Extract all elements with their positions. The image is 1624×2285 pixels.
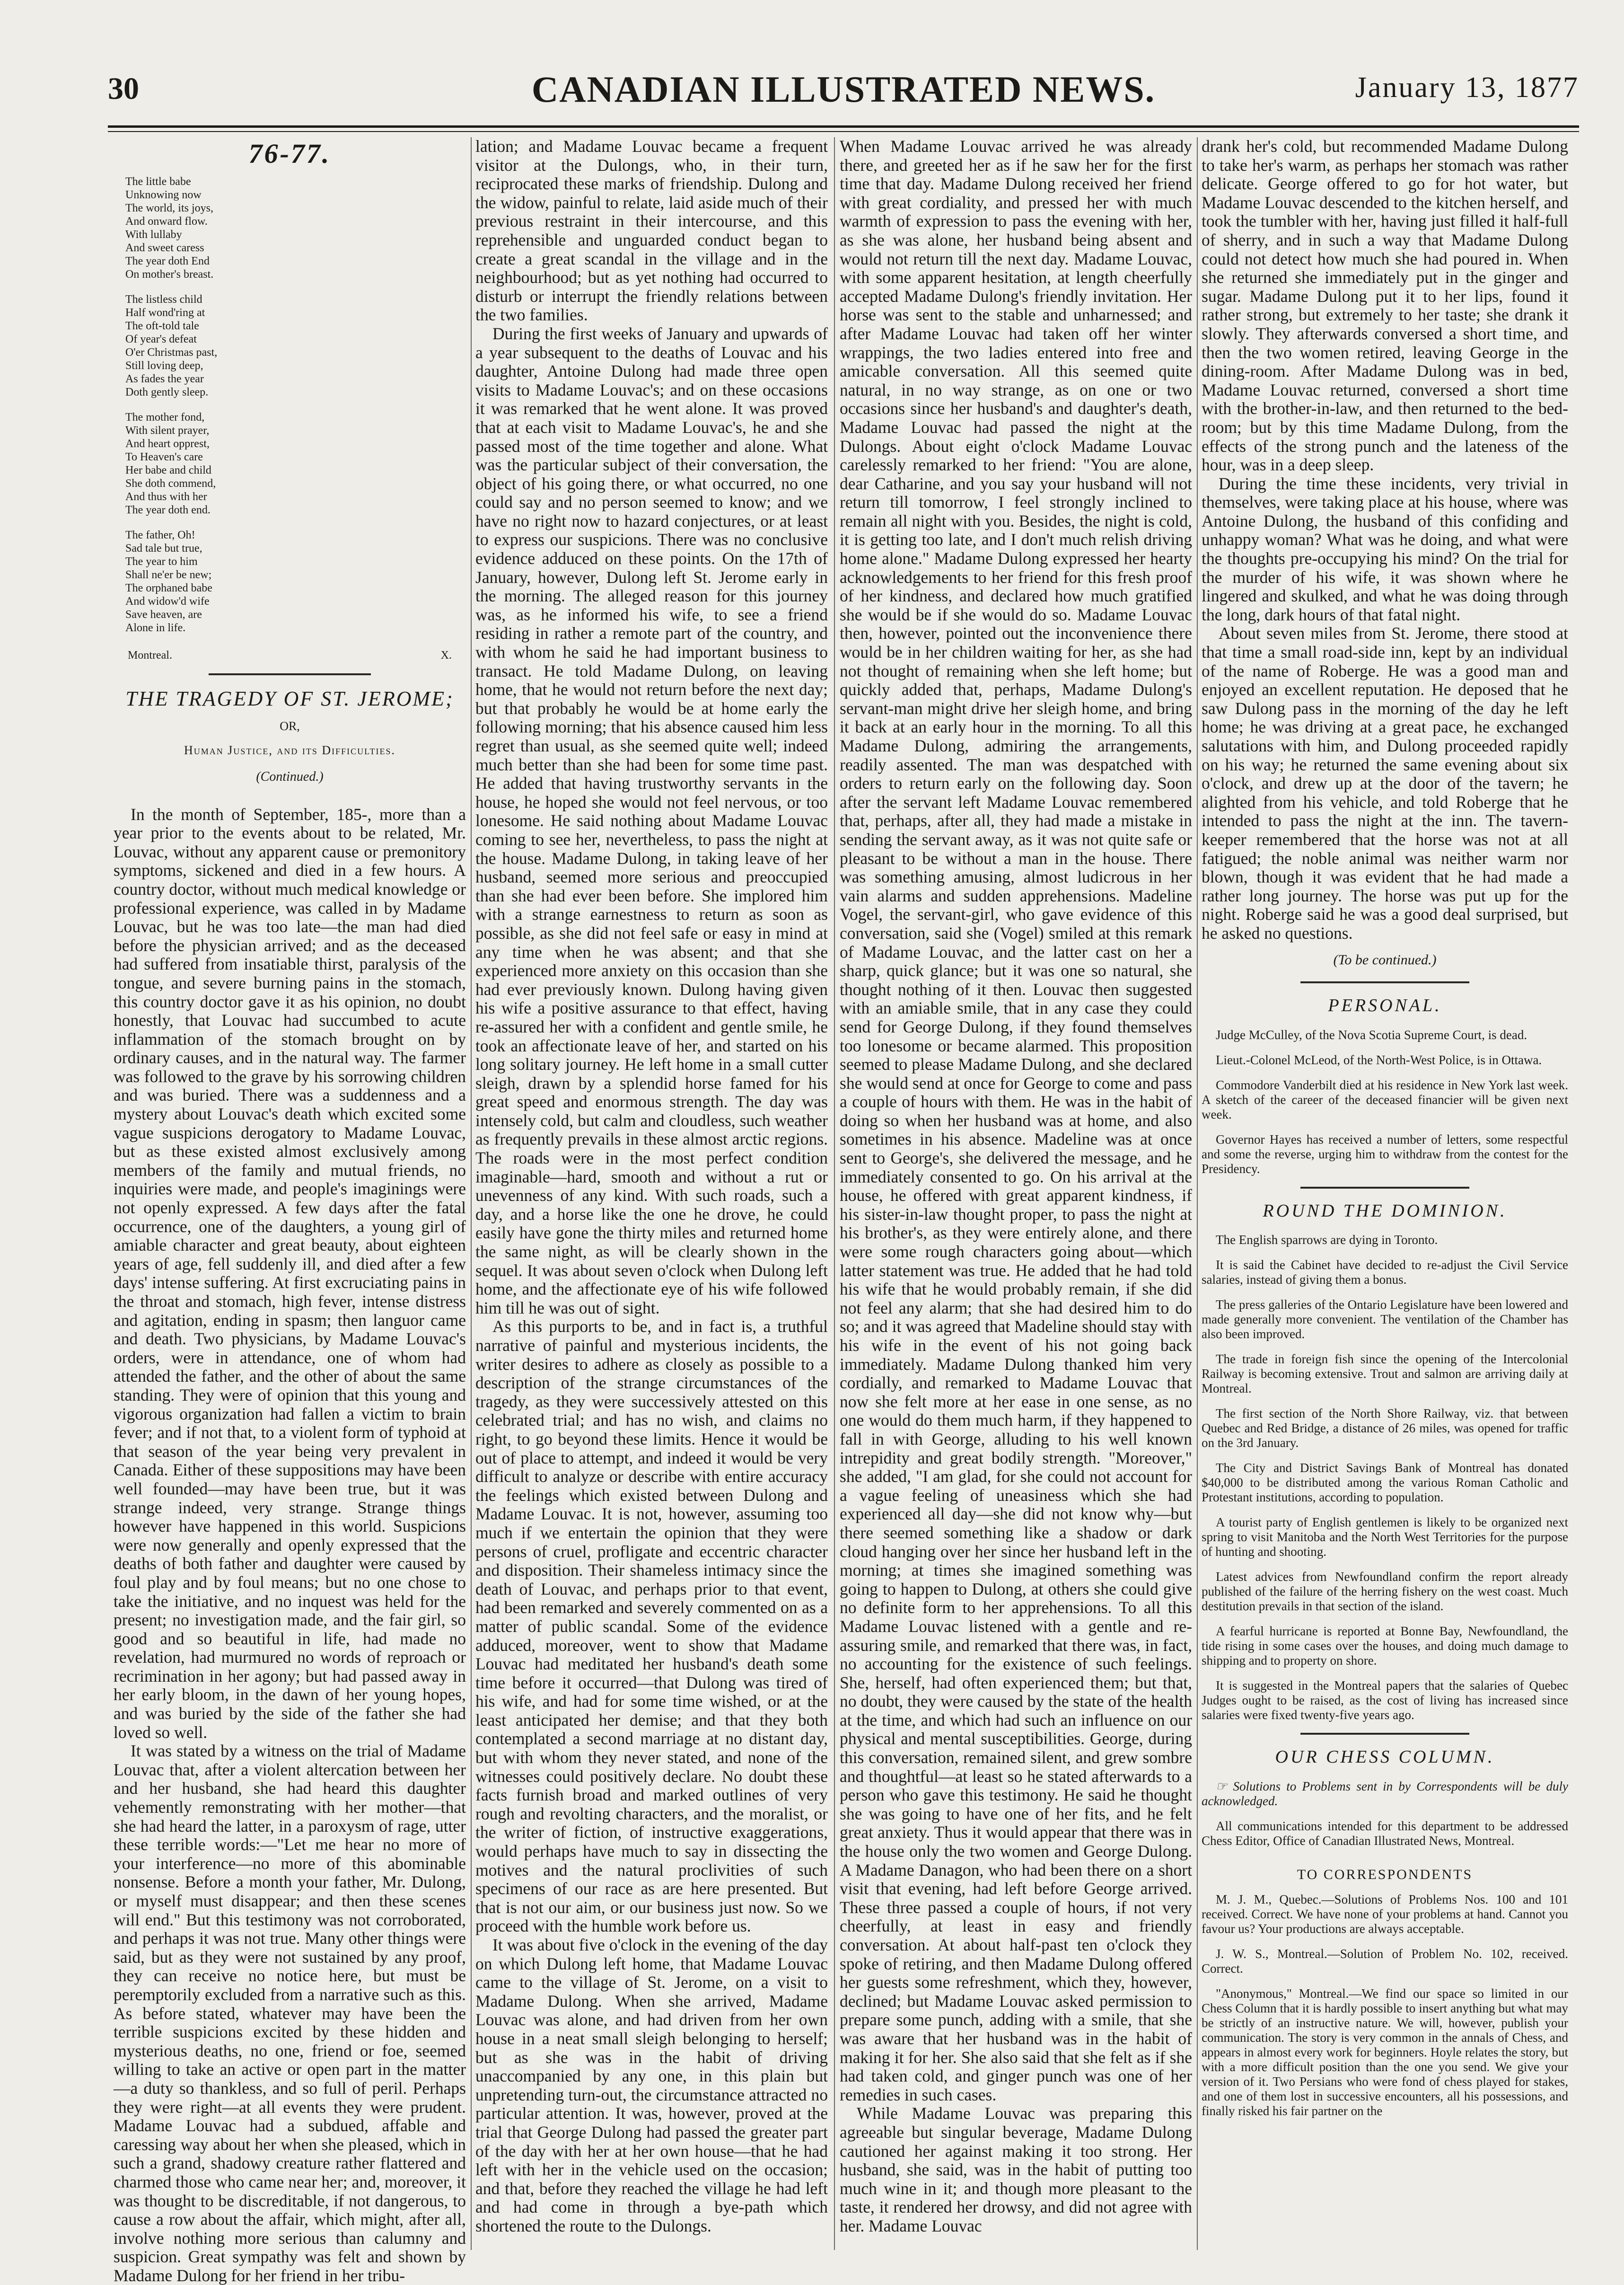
correspondent-item: J. W. S., Montreal.—Solution of Problem No. 102, received. Correct. xyxy=(1202,1946,1568,1976)
story-or: OR, xyxy=(280,719,300,733)
dominion-item: The trade in foreign fish since the opening of the Intercolonial Railway is becoming extensive. Trout and salmon are arriving daily at Montreal. xyxy=(1202,1352,1568,1396)
dominion-item: Latest advices from Newfoundland confirm the report already published of the failure of the herring fishery on the west coast. Much destitution prevails in that section of the island. xyxy=(1202,1570,1568,1614)
dominion-title: ROUND THE DOMINION. xyxy=(1263,1200,1507,1221)
masthead-rule xyxy=(108,125,1579,128)
poem-body xyxy=(125,175,466,635)
dominion-list xyxy=(1202,1233,1568,1722)
chess-section xyxy=(1202,1779,1568,2118)
page-number: 30 xyxy=(108,71,139,106)
dominion-item: The City and District Savings Bank of Montreal has donated $40,000 to be distributed among the various Roman Catholic and Protestant institutions, according to population. xyxy=(1202,1461,1568,1505)
correspondent-item: "Anonymous," Montreal.—We find our space so limited in our Chess Column that it is hardly possible to insert anything but what may be strictly of an instructive nature. We will, however, publish your communication. The story is very common in the annals of Chess, and appears in almost every work for beginners. Hoyle relates the story, but with a more difficult position than the one you send. We give your version of it. Two Persians who were fond of chess played for stakes, and one of them lost in successive encounters, all his possessions, and finally risked his fair partner on the xyxy=(1202,1986,1568,2118)
dominion-item: A fearful hurricane is reported at Bonne Bay, Newfoundland, the tide rising in some cases over the houses, and doing much damage to shipping and to property on shore. xyxy=(1202,1624,1568,1668)
to-be-continued: (To be continued.) xyxy=(1333,952,1437,968)
masthead xyxy=(108,71,1579,123)
chess-title: OUR CHESS COLUMN. xyxy=(1275,1747,1495,1767)
story-paragraph: lation; and Madame Louvac became a frequent visitor at the Dulongs, who, in their turn, reciprocated these marks of friendship. Dulong and the widow, painful to relate, laid aside much of their previous restraint in their intercourse, and this reprehensible and unguarded conduct began to create a great scandal in the village and in the neighbourhood; but as yet nothing had occurred to disturb or interrupt the friendly relations between the two families. xyxy=(475,137,828,325)
personal-item: Commodore Vanderbilt died at his residence in New York last week. A sketch of the career of the deceased financier will be given next week. xyxy=(1202,1077,1568,1121)
story-paragraph: drank her's cold, but recommended Madame Dulong to take her's warm, as perhaps her stomach was rather delicate. George offered to go for hot water, but Madame Louvac descended to the kitchen herself, and took the tumbler with her, having just filled it half-full of sherry, and in such a way that Madame Dulong could not detect how much she had poured in. When she returned she immediately put in the ginger and sugar. Madame Dulong put it to her lips, found it rather strong, but extremely to her taste; she drank it slowly. They afterwards conversed a short time, and then the two women retired, leaving George in the dining-room. After Madame Dulong was in bed, Madame Louvac returned, conversed a short time with the brother-in-law, and then returned to the bed-room; but by this time Madame Dulong, from the effects of the strong punch and the lateness of the hour, was in a deep sleep. xyxy=(1202,137,1568,475)
story-paragraph: About seven miles from St. Jerome, there stood at that time a small road-side inn, kept by an individual of the name of Roberge. He was a good man and enjoyed an excellent reputation. He deposed that he saw Dulong pass in the morning of the day he left home; he was driving at a great pace, he exchanged salutations with him, and Dulong proceeded rapidly on his way; he returned the same evening about six o'clock, and drew up at the door of the tavern; he alighted from his vehicle, and told Roberge that he intended to pass the night at the inn. The tavern-keeper remembered that the horse was not at all fatigued; the noble animal was neither warm nor blown, though it was evident that he had made a rather long journey. The horse was put up for the night. Roberge said he was a good deal surprised, but he asked no questions. xyxy=(1202,624,1568,943)
poem-title: 76-77. xyxy=(248,138,331,169)
personal-item: Governor Hayes has received a number of letters, some respectful and some the reverse, urging him to withdraw from the contest for the Presidency. xyxy=(1202,1132,1568,1176)
story-paragraph: While Madame Louvac was preparing this agreeable but singular beverage, Madame Dulong cautioned her against making it too strong. Her husband, she said, was in the habit of putting too much wine in it; and though more pleasant to the taste, it rendered her drowsy, and did not agree with her. Madame Louvac xyxy=(840,2104,1192,2235)
story-paragraph: It was about five o'clock in the evening of the day on which Dulong left home, that Madame Louvac came to the village of St. Jerome, on a visit to Madame Dulong. When she arrived, Madame Louvac was alone, and had driven from her own house in a neat small sleigh belonging to herself; but as she was in the habit of driving unaccompanied by any one, in this plain but unpretending turn-out, the circumstance attracted no particular attention. It was, however, proved at the trial that George Dulong had passed the greater part of the day with her at her own house—that he had left with her in the vehicle used on the occasion; and that, before they reached the village he had left and had come in through a bye-path which shortened the route to the Dulongs. xyxy=(475,1935,828,2235)
poem-stanza: The mother fond, With silent prayer, And heart opprest, To Heaven's care Her babe and child She doth commend, And thus with her The year doth end. xyxy=(125,411,216,516)
poem-place: Montreal. xyxy=(128,649,172,662)
column-2 xyxy=(475,137,828,2250)
personal-item: Judge McCulley, of the Nova Scotia Supreme Court, is dead. xyxy=(1216,1027,1527,1042)
section-divider xyxy=(1300,1187,1469,1189)
column-divider xyxy=(834,137,835,2250)
poem-footer xyxy=(114,646,466,665)
newspaper-title: CANADIAN ILLUSTRATED NEWS. xyxy=(531,69,1156,110)
chess-address: All communications intended for this department to be addressed Chess Editor, Office of Canadian Illustrated News, Montreal. xyxy=(1202,1818,1568,1848)
section-divider xyxy=(209,673,371,675)
column-1 xyxy=(114,137,466,2285)
column-4 xyxy=(1202,137,1568,2250)
poem-signature: X. xyxy=(440,649,452,662)
personal-item: Lieut.-Colonel McLeod, of the North-West Police, is in Ottawa. xyxy=(1216,1052,1542,1067)
story-paragraph: During the time these incidents, very trivial in themselves, were taking place at his house, where was Antoine Dulong, the husband of this confiding and unhappy woman? What was he doing, and what were the thoughts pre-occupying his mind? On the trial for the murder of his wife, it was shown where he lingered and skulked, and what he was doing through the long, dark hours of that fatal night. xyxy=(1202,474,1568,624)
column-divider xyxy=(471,137,472,2250)
section-divider xyxy=(1300,981,1469,983)
correspondent-item: M. J. M., Quebec.—Solutions of Problems Nos. 100 and 101 received. Correct. We have none of your problems at hand. Cannot you favour us? Your productions are always acceptable. xyxy=(1202,1892,1568,1936)
dominion-item: A tourist party of English gentlemen is likely to be organized next spring to visit Manitoba and the North West Territories for the purpose of hunting and shooting. xyxy=(1202,1515,1568,1559)
dominion-item: It is suggested in the Montreal papers that the salaries of Quebec Judges ought to be raised, as the cost of living has increased since salaries were fixed twenty-five years ago. xyxy=(1202,1678,1568,1722)
story-paragraph: In the month of September, 185-, more than a year prior to the events about to be related, Mr. Louvac, without any apparent cause or premonitory symptoms, sickened and died in a few hours. A country doctor, without much medical knowledge or professional experience, was called in by Madame Louvac, but he was too late—the man had died before the physician arrived; and as the deceased had suffered from insatiable thirst, paralysis of the tongue, and severe burning pains in the stomach, this country doctor gave it as his opinion, no doubt honestly, that Louvac had succumbed to acute inflammation of the stomach brought on by ordinary causes, and in the natural way. The farmer was followed to the grave by his sorrowing children and was buried. There was a suddenness and a mystery about Louvac's death which excited some vague suspicions derogatory to Madame Louvac, but as these existed almost exclusively among members of the family and mutual friends, no inquiries were made, and people's imaginings were not openly expressed. A few days after the fatal occurrence, one of the daughters, a young girl of amiable character and great beauty, about eighteen years of age, fell suddenly ill, and died after a few days' intense suffering. At first excruciating pains in the throat and stomach, high fever, intense distress and agitation, ending in spasm; then languor came and death. Two physicians, by Madame Louvac's orders, were in attendance, one of whom had attended the father, and the other of about the same standing. They were of opinion that this young and vigorous organization had fallen a victim to brain fever; and if not that, to a violent form of typhoid at that season of the year being very prevalent in Canada. Either of these suppositions may have been well founded—may have been true, but it was strange indeed, very strange. Strange things however have happened in this world. Suspicions were now generally and openly expressed that the deaths of both father and daughter were caused by foul play and by foul means; but no one chose to take the initiative, and no inquest was held for the present; no investigation made, and the fair girl, so good and so beautiful in life, had made no revelation, had murmured no words of reproach or recrimination in her agony; but had passed away in her early bloom, in the dawn of her young hopes, and was buried by the side of the father she had loved so well. xyxy=(114,804,466,1742)
story-paragraph: During the first weeks of January and upwards of a year subsequent to the deaths of Louvac and his daughter, Antoine Dulong had made three open visits to Madame Louvac's; and on these occasions it was remarked that he went alone. It was proved that at each visit to Madame Louvac's, he and she passed most of the time together and alone. What was the particular subject of their conversation, the object of his going there, or what occurred, no one could say and no person seemed to know; and we have no right now to hazard conjectures, or at least to express our suspicions. There was no conclusive evidence adduced on these points. On the 17th of January, however, Dulong left St. Jerome early in the morning. The alleged reason for this journey was, as he informed his wife, to see a friend residing in rather a remote part of the country, and with whom he said he had important business to transact. He told Madame Dulong, on leaving home, that he would not return before the next day; but that probably he would be at home early the following morning; that his absence caused him less regret than usual, as she seemed quite well; indeed much better than she had been for some time past. He added that having trustworthy servants in the house, he hoped she would not feel nervous, or too lonesome. He said nothing about Madame Louvac coming to see her, nevertheless, to pass the night at the house. Madame Dulong, in taking leave of her husband, seemed more serious and preoccupied than she had ever been before. She implored him with a strange earnestness to return as soon as possible, as she did not feel safe or easy in mind at any time when he was absent; and that she experienced more anxiety on this occasion than she had ever previously known. Dulong having given his wife a positive assurance to that effect, having re-assured her with a confident and gentle smile, he took an affectionate leave of her, and started on his long solitary journey. He left home in a small cutter sleigh, drawn by a splendid horse famed for his great speed and enormous strength. The day was intensely cold, but calm and cloudless, such weather as frequently prevails in these almost arctic regions. The roads were in the most perfect condition imaginable—hard, smooth and without a rut or unevenness of any kind. With such roads, such a day, and a horse like the one he drove, he could easily have gone the thirty miles and returned home the same night, as will be clearly shown in the sequel. It was about seven o'clock when Dulong left home, and the affectionate eye of his wife followed him till he was out of sight. xyxy=(475,324,828,1317)
correspondents-title: TO CORRESPONDENTS xyxy=(1297,1866,1473,1882)
story-paragraph: As this purports to be, and in fact is, a truthful narrative of painful and mysterious incidents, the writer desires to adhere as closely as possible to a description of the strange circumstances of the tragedy, as they were successively attested on this celebrated trial; and has no wish, and claims no right, to go beyond these limits. Hence it would be out of place to attempt, and indeed it would be very difficult to analyze or describe with entire accuracy the feelings which existed between Dulong and Madame Louvac. It is not, however, assuming too much if we entertain the opinion that they were persons of cruel, profligate and eccentric character and disposition. Their shameless intimacy since the death of Louvac, and perhaps prior to that event, had been remarked and severely commented on as a matter of public scandal. Some of the evidence adduced, moreover, went to show that Madame Louvac had meditated her husband's death some time before it occurred—that Dulong was tired of his wife, and had for some time wished, or at the least anticipated her demise; and that they both contemplated a second marriage at no distant day, but with whom they never stated, and none of the witnesses could positively declare. No doubt these facts furnish broad and marked outlines of very rough and revolting characters, and the moralist, or the writer of fiction, of instructive exaggerations, would perhaps have much to say in dissecting the motives and the natural proclivities of such specimens of our race as are here presented. But that is not our aim, or our business just now. So we proceed with the humble work before us. xyxy=(475,1317,828,1936)
section-divider xyxy=(1300,1733,1469,1735)
story-subtitle: Human Justice, and its Difficulties. xyxy=(184,743,396,758)
story-paragraph: When Madame Louvac arrived he was already there, and greeted her as if he saw her for the first time that day. Madame Dulong received her friend with great cordiality, and pressed her with much warmth of expression to pass the evening with her, as she was alone, her husband being absent and would not return till the next day. Madame Louvac, with some apparent hesitation, at length cheerfully accepted Madame Dulong's friendly invitation. Her horse was sent to the stable and unharnessed; and after Madame Louvac had taken off her winter wrappings, the two ladies entered into free and amicable conversation. All this seemed quite natural, in no way strange, as on one or two occasions since her husband's and daughter's death, Madame Louvac had passed the night at the Dulongs. About eight o'clock Madame Louvac carelessly remarked to her friend: "You are alone, dear Catharine, and you say your husband will not return till tomorrow, I feel strongly inclined to remain all night with you. Besides, the night is cold, it is getting too late, and I don't much relish driving home alone." Madame Dulong expressed her hearty acknowledgements to her friend for this fresh proof of her kindness, and declared how much gratified she would be if she would do so. Madame Louvac then, however, pointed out the inconvenience there would be in her children waiting for her, as she had not thought of remaining when she left home; but quickly added that, perhaps, Madame Dulong's servant-man might drive her sleigh home, and bring it back at an early hour in the morning. To all this Madame Dulong, admiring the arrangements, readily assented. The man was despatched with orders to return early on the following day. Soon after the servant left Madame Louvac remembered that, perhaps, after all, they had made a mistake in sending the servant away, as it was not quite safe or pleasant to be without a man in the house. There was something amusing, almost ludicrous in her vain alarms and sudden apprehensions. Madeline Vogel, the servant-girl, who gave evidence of this conversation, said she (Vogel) smiled at this remark of Madame Louvac, and the latter cast on her a sharp, quick glance; but it was one so natural, she thought nothing of it then. Louvac then suggested with an amiable smile, that in any case they could send for George Dulong, if they found themselves too lonesome or became alarmed. This proposition seemed to please Madame Dulong, and she declared she would send at once for George to come and pass a couple of hours with them. He was in the habit of doing so when her husband was at home, and also sometimes in his absence. Madeline was at once sent to George's, she delivered the message, and he immediately consented to go. On his arrival at the house, he offered with great apparent kindness, if his sister-in-law thought proper, to pass the night at his brother's, as they were entirely alone, and there were some rough characters going about—which latter statement was true. He added that he had told his wife that he would probably remain, if she did not feel any alarm; that she had desired him to do so; and it was agreed that Madeline should stay with his wife in the event of his not going back immediately. Madame Dulong thanked him very cordially, and remarked to Madame Louvac that now she felt more at her ease in one sense, as no one would do them much harm, if they happened to fall in with George, alluding to his well known intrepidity and great bodily strength. "Moreover," she added, "I am glad, for she could not account for a vague feeling of uneasiness which she had experienced all day—she did not know why—but there seemed something like a shadow or dark cloud hanging over her since her husband left in the morning; at times she imagined something was going to happen to Dulong, at others she could give no definite form to her apprehensions. To all this Madame Louvac listened with a gentle and re-assuring smile, and remarked that there was, in fact, no accounting for the existence of such feelings. She, herself, had often experienced them; but that, no doubt, they were caused by the state of the health at the time, and which had such an influence on our physical and mental susceptibilities. George, during this conversation, remained silent, and grew sombre and thoughtful—at least so he stated afterwards to a person who gave this testimony. He said he thought she was going to have one of her fits, and he felt great anxiety. Thus it would appear that there was in the house only the two women and George Dulong. A Madame Danagon, who had been there on a short visit that evening, had left before George arrived. These three passed a couple of hours, if not very cheerfully, at least in easy and friendly conversation. At about half-past ten o'clock they spoke of retiring, and then Madame Dulong offered her guests some refreshment, which they, however, declined; but Madame Louvac asked permission to prepare some punch, adding with a smile, that she was aware that her husband was in the habit of making it for her. She also said that she felt as if she had taken cold, and ginger punch was one of her remedies in such cases. xyxy=(840,137,1192,2104)
poem-stanza: The little babe Unknowing now The world, its joys, And onward flow. With lullaby And sweet caress The year doth End On mother's breast. xyxy=(125,175,214,281)
personal-title: PERSONAL. xyxy=(1328,996,1442,1016)
poem-stanza: The listless child Half wond'ring at The oft-told tale Of year's defeat O'er Christmas past, Still loving deep, As fades the year Doth gently sleep. xyxy=(125,293,218,398)
personal-list xyxy=(1202,1028,1568,1176)
dominion-item: The English sparrows are dying in Toronto. xyxy=(1216,1233,1438,1247)
poem-stanza: The father, Oh! Sad tale but true, The year to him Shall ne'er be new; The orphaned babe And widow'd wife Save heaven, are Alone in life. xyxy=(125,529,212,634)
masthead-rule-thin xyxy=(108,131,1579,132)
issue-date: January 13, 1877 xyxy=(1355,71,1579,104)
chess-notice: ☞ Solutions to Problems sent in by Correspondents will be duly acknowledged. xyxy=(1202,1779,1568,1808)
story-title: THE TRAGEDY OF ST. JEROME; xyxy=(125,687,454,711)
dominion-item: The first section of the North Shore Railway, viz. that between Quebec and Red Bridge, a distance of 26 miles, was opened for traffic on the 3rd January. xyxy=(1202,1406,1568,1450)
dominion-item: It is said the Cabinet have decided to re-adjust the Civil Service salaries, instead of giving them a bonus. xyxy=(1202,1258,1568,1287)
dominion-item: The press galleries of the Ontario Legislature have been lowered and made generally more convenient. The ventilation of the Chamber has also been improved. xyxy=(1202,1297,1568,1341)
story-paragraph: It was stated by a witness on the trial of Madame Louvac that, after a violent altercation between her and her husband, she had heard this daughter vehemently remonstrating with her mother—that she had heard the latter, in a paroxysm of rage, utter these terrible words:—"Let me hear no more of your interference—no more of this abominable nonsense. Before a month your father, Mr. Dulong, or myself must disappear; and then these scenes will end." But this testimony was not corroborated, and perhaps it was not true. Many other things were said, but as they were not sustained by any proof, they can receive no notice here, but must be peremptorily excluded from a narrative such as this. As before stated, whatever may have been the terrible suspicions excited by these hidden and mysterious deaths, no one, friend or foe, seemed willing to take an active or open part in the matter—a duty so thankless, and so full of peril. Perhaps they were right—at all events they were prudent. Madame Louvac had a subdued, affable and caressing way about her when she pleased, which in such a grand, shadowy creature rather flattered and charmed those who came near her; and, moreover, it was thought to be discreditable, if not dangerous, to cause a row about the affair, which might, after all, involve nothing more serious than calumny and suspicion. Great sympathy was felt and shown by Madame Dulong for her friend in her tribu- xyxy=(114,1741,466,2285)
story-continued-note: (Continued.) xyxy=(256,769,324,784)
column-divider xyxy=(1197,137,1198,2250)
column-3 xyxy=(840,137,1192,2250)
